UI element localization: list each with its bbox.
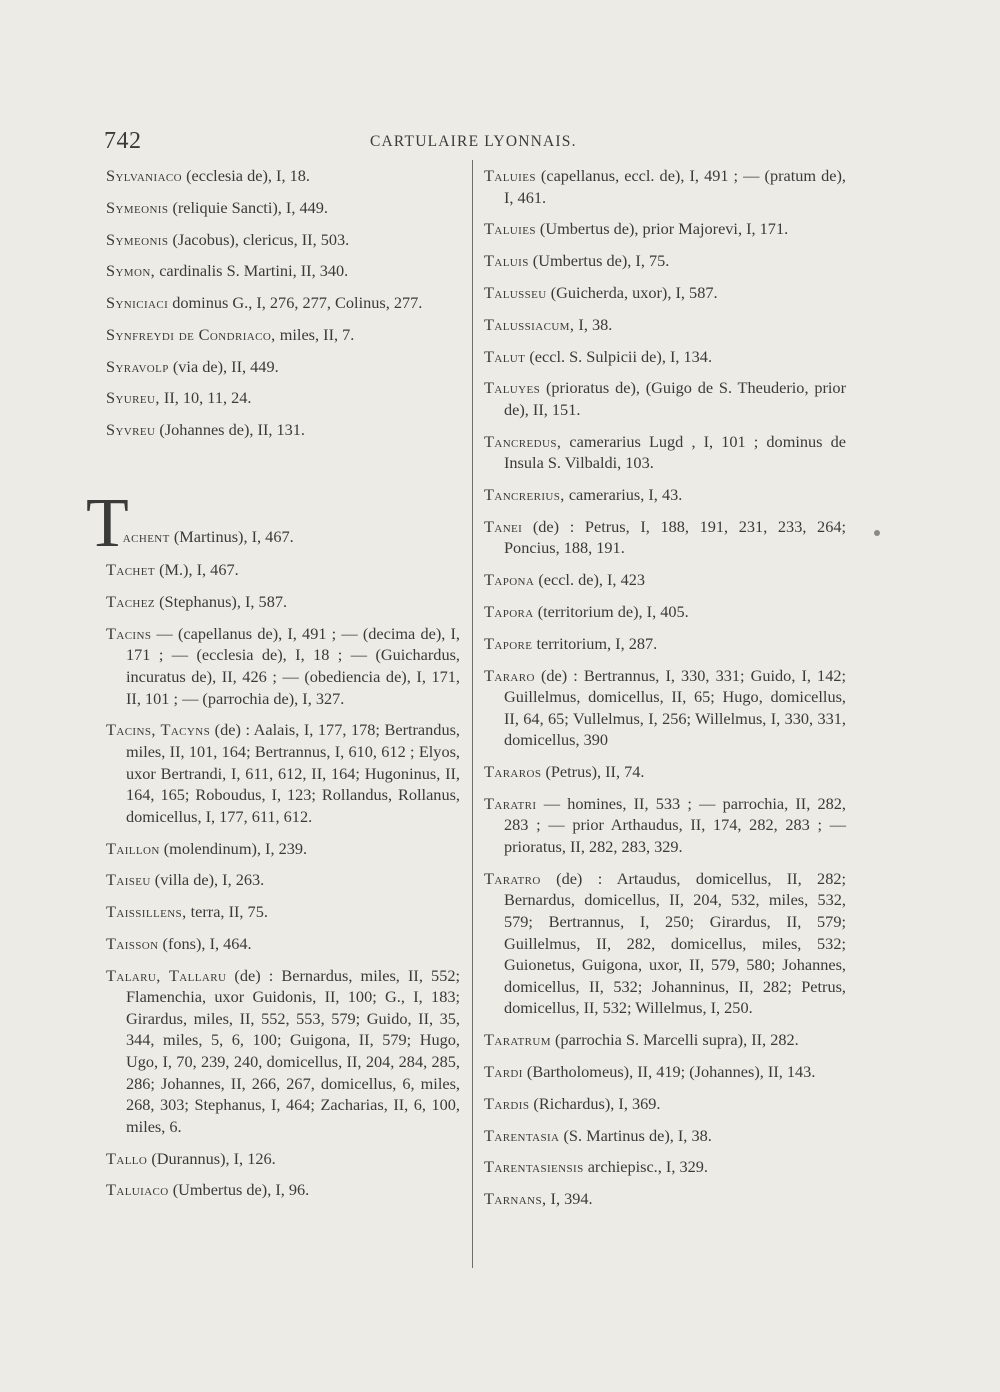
entry-text: (prioratus de), (Guigo de S. Theuderio, prior de), II, 151.: [504, 378, 846, 419]
entry-headword: Tardis: [484, 1093, 530, 1113]
index-entry: [484, 1125, 846, 1147]
entry-text: — homines, II, 533 ; — parrochia, II, 282, 283 ; — prior Arthaudus, II, 174, 282, 283 ; — prioratus, II, 282, 283, 329.: [504, 793, 846, 857]
entry-headword: Tapore: [484, 633, 533, 653]
entry-headword: Tapora: [484, 601, 534, 621]
entry-text: (ecclesia de), I, 18.: [182, 166, 310, 185]
entry-headword: Talaru, Tallaru: [106, 965, 227, 985]
entry-headword: Taratri: [484, 793, 537, 813]
entry-headword: Taluyes: [484, 378, 541, 398]
entry-headword: Symeonis: [106, 229, 169, 249]
entry-headword: Syravolp: [106, 356, 169, 376]
index-entry: [106, 165, 460, 187]
entry-text: (Umbertus de), I, 75.: [528, 251, 670, 271]
index-entry: [106, 387, 460, 409]
entry-headword: Symeonis: [106, 197, 169, 217]
entry-headword: Tapona: [484, 570, 535, 590]
index-entry: [106, 623, 460, 709]
entry-headword: Tancrerius,: [484, 485, 565, 505]
entry-text: (molendinum), I, 239.: [159, 838, 308, 858]
entry-text: (capellanus, eccl. de), I, 491 ; — (pratum de), I, 461.: [504, 166, 846, 207]
entry-text: (M.), I, 467.: [155, 560, 239, 580]
index-entry: [484, 516, 846, 559]
entry-headword: Tarentasiensis: [484, 1157, 584, 1177]
index-entry: [106, 559, 460, 581]
index-entry: [106, 901, 460, 923]
entry-headword: Sylvaniaco: [106, 166, 183, 185]
entry-text: (villa de), I, 263.: [150, 870, 265, 890]
entry-text: archiepisc., I, 329.: [583, 1157, 708, 1177]
index-entry: [106, 719, 460, 827]
entry-headword: Synfreydi de Condriaco,: [106, 324, 276, 344]
entry-headword: Tacins, Tacyns: [106, 720, 211, 740]
entry-text: (Umbertus de), I, 96.: [168, 1180, 310, 1200]
entry-text: (de) : Artaudus, domicellus, II, 282; Bernardus, domicellus, II, 204, 532, miles, 532, 579; Bertrannus, I, 250; Girardus, II, 579; Guillelmus, II, 282, domicellus, miles, 532; Guionetus, Guigona, uxor, II, 579, 580; Johannes, domicellus, II, 532; Johanninus, II, 282; Petrus, domicellus, II, 532; Willelmus, I, 250.: [504, 868, 846, 1018]
entry-text: (reliquie Sancti), I, 449.: [168, 197, 328, 217]
entry-text: (eccl. de), I, 423: [534, 570, 645, 590]
column-divider: [472, 160, 473, 1268]
entry-text: miles, II, 7.: [275, 324, 355, 344]
entry-text: (via de), II, 449.: [168, 356, 279, 376]
entry-text: (Umbertus de), prior Majorevi, I, 171.: [535, 219, 789, 239]
entry-text: (Richardus), I, 369.: [529, 1093, 661, 1113]
index-entry: [484, 1061, 846, 1083]
left-column: [86, 165, 461, 1211]
entry-text: — (capellanus de), I, 491 ; — (decima de), I, 171 ; — (ecclesia de), I, 18 ; — (Guichardus, incuratus de), II, 426 ; — (obediencia de), I, 171, II, 101 ; — (parrochia de), I, 327.: [126, 623, 460, 708]
index-entry: [484, 633, 846, 655]
entry-text: (Bartholomeus), II, 419; (Johannes), II, 143.: [522, 1061, 816, 1081]
index-entry: [484, 165, 846, 208]
index-entry: [106, 197, 460, 219]
entry-text: (Guicherda, uxor), I, 587.: [546, 282, 718, 302]
index-entry: [484, 665, 846, 751]
entry-headword: achent: [122, 527, 170, 547]
entry-headword: Tancredus,: [484, 431, 562, 451]
entry-headword: Taiseu: [106, 870, 151, 890]
entry-text: (Johannes de), II, 131.: [155, 420, 305, 440]
index-entry: [484, 868, 846, 1019]
entry-headword: Tanei: [484, 516, 523, 536]
entry-text: (Durannus), I, 126.: [147, 1148, 276, 1168]
index-entry: [106, 1179, 460, 1201]
entry-text: I, 38.: [574, 314, 613, 334]
entry-text: (eccl. S. Sulpicii de), I, 134.: [525, 346, 713, 366]
ink-smudge: [874, 530, 880, 536]
entry-headword: Syureu,: [106, 388, 160, 408]
index-entry: [106, 419, 460, 441]
index-entry-with-initial: [86, 485, 460, 563]
index-entry: [484, 282, 846, 304]
index-entry: [484, 601, 846, 623]
entry-headword: Taissillens,: [106, 902, 187, 922]
entry-headword: Taluiaco: [106, 1180, 169, 1200]
entry-headword: Taluies: [484, 166, 536, 185]
entry-text: (Stephanus), I, 587.: [155, 592, 288, 611]
section-gap: [106, 451, 460, 499]
index-entry: [484, 218, 846, 240]
entry-headword: Taratro: [484, 868, 541, 888]
entry-text: territorium, I, 287.: [532, 633, 658, 653]
index-entry: [106, 965, 460, 1138]
entry-text: (de) : Aalais, I, 177, 178; Bertrandus, miles, II, 101, 164; Bertrannus, I, 610, 612 ; Elyos, uxor Bertrandi, I, 611, 612, II, 164; Hugoninus, II, 164, 165; Roboudus, I, 123; Rollandus, Rollanus, domicellus, I, 177, 611, 612.: [126, 720, 460, 826]
index-entry: [484, 377, 846, 420]
index-entry: [484, 761, 846, 783]
page-number: 742: [104, 128, 142, 154]
entry-text: (parrochia S. Marcelli supra), II, 282.: [550, 1030, 799, 1050]
index-entry: [106, 933, 460, 955]
index-entry: [106, 838, 460, 860]
entry-text: (de) : Bertrannus, I, 330, 331; Guido, I, 142; Guillelmus, domicellus, II, 65; Hugo, domicellus, II, 64, 65; Vullelmus, I, 256; Willelmus, I, 330, 331, domicellus, 390: [504, 665, 846, 750]
entry-text: II, 10, 11, 24.: [159, 388, 252, 408]
index-entry: [106, 229, 460, 251]
entry-headword: Tachez: [106, 592, 156, 611]
index-entry: [106, 356, 460, 378]
entry-text: camerarius, I, 43.: [564, 485, 683, 505]
entry-headword: Talussiacum,: [484, 314, 575, 334]
index-entry: [484, 569, 846, 591]
entry-headword: Tardi: [484, 1061, 523, 1081]
entry-text: (de) : Petrus, I, 188, 191, 231, 233, 264; Poncius, 188, 191.: [504, 516, 846, 558]
entry-headword: Taluis: [484, 251, 529, 271]
entry-text: (Petrus), II, 74.: [541, 762, 645, 782]
entry-text: terra, II, 75.: [186, 902, 268, 922]
entry-text: (Jacobus), clericus, II, 503.: [168, 229, 350, 249]
entry-headword: Symon,: [106, 261, 156, 281]
index-entry: [106, 324, 460, 346]
entry-headword: Tacins: [106, 623, 152, 643]
entry-headword: Talusseu: [484, 282, 547, 302]
index-entry: [484, 1029, 846, 1051]
entry-headword: Taluies: [484, 219, 536, 239]
entry-text: camerarius Lugd , I, 101 ; dominus de Insula S. Vilbaldi, 103.: [504, 431, 846, 473]
entry-text: (fons), I, 464.: [158, 933, 252, 953]
entry-headword: Tachet: [106, 560, 156, 580]
index-entry: [106, 591, 460, 613]
index-entry: [484, 346, 846, 368]
entry-text: (de) : Bernardus, miles, II, 552; Flamenchia, uxor Guidonis, II, 100; G., I, 183; Girardus, miles, II, 552, 553, 579; Guido, II, 35, 344, miles, 5, 6, 100; Guigona, II, 579; Hugo, Ugo, I, 70, 239, 240, domicellus, II, 204, 284, 285, 286; Johannes, II, 266, 267, domicellus, 6, miles, 268, 303; Stephanus, I, 464; Zacharias, II, 6, 100, miles, 6.: [126, 965, 461, 1136]
index-entry: [106, 869, 460, 891]
index-entry: [484, 250, 846, 272]
entry-headword: Syniciaci: [106, 293, 169, 313]
entry-headword: Tararos: [484, 762, 542, 782]
index-entry: [484, 431, 846, 474]
entry-headword: Talut: [484, 346, 526, 366]
entry-headword: Taisson: [106, 933, 159, 953]
entry-text: (territorium de), I, 405.: [533, 601, 689, 621]
index-entry: [484, 484, 846, 506]
entry-text: (Martinus), I, 467.: [169, 527, 294, 547]
entry-headword: Taillon: [106, 838, 160, 858]
entry-headword: Syvreu: [106, 420, 156, 440]
section-initial-letter: T: [86, 485, 129, 563]
entry-text: (S. Martinus de), I, 38.: [559, 1125, 712, 1145]
index-entry: [484, 1093, 846, 1115]
entry-text: I, 394.: [546, 1189, 593, 1209]
entry-text: cardinalis S. Martini, II, 340.: [155, 261, 349, 281]
entry-headword: Taratrum: [484, 1030, 551, 1050]
index-entry: [484, 1156, 846, 1178]
running-title: CARTULAIRE LYONNAIS.: [370, 133, 577, 150]
entry-headword: Tarnans,: [484, 1189, 547, 1209]
index-entry: [484, 314, 846, 336]
index-entry: [106, 292, 460, 314]
entry-headword: Tarentasia: [484, 1125, 560, 1145]
index-entry: [106, 260, 460, 282]
entry-headword: Tallo: [106, 1148, 148, 1168]
right-column: [484, 165, 846, 1220]
index-entry: [484, 793, 846, 858]
entry-headword: Tararo: [484, 665, 535, 685]
index-entry: [484, 1188, 846, 1210]
entry-text: dominus G., I, 276, 277, Colinus, 277.: [168, 293, 423, 313]
index-entry: [106, 1148, 460, 1170]
